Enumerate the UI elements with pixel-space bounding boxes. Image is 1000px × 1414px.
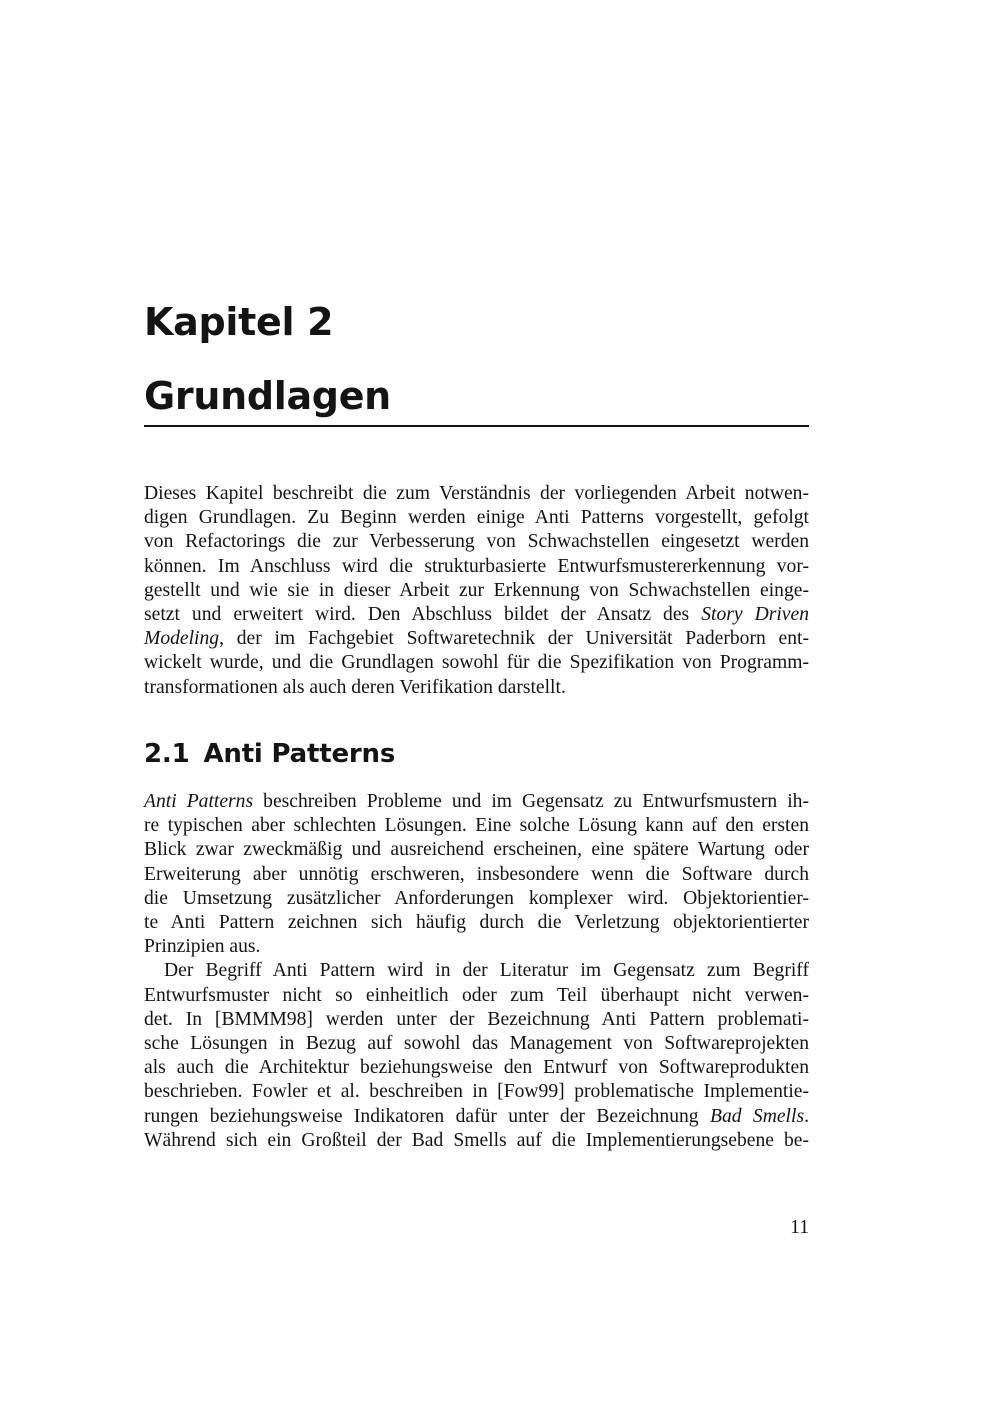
text-line: von Refactorings die zur Verbesserung von Schwachstellen eingesetzt werden xyxy=(144,531,809,553)
text-line: wickelt wurde, und die Grundlagen sowohl für die Spezifikation von Programm- xyxy=(144,652,809,674)
text-line: sche Lösungen in Bezug auf sowohl das Management von Softwareprojekten xyxy=(144,1033,809,1055)
text-line xyxy=(144,1105,809,1129)
text-line: beschrieben. Fowler et al. beschreiben in [Fow99] problematische Implementie- xyxy=(144,1081,809,1103)
text-line: det. In [BMMM98] werden unter der Bezeichnung Anti Pattern problemati- xyxy=(144,1008,809,1030)
chapter-rule xyxy=(144,425,809,427)
text-line: gestellt und wie sie in dieser Arbeit zur Erkennung von Schwachstellen einge- xyxy=(144,579,809,601)
section-number: 2.1 xyxy=(144,739,190,769)
section-title: Anti Patterns xyxy=(203,739,396,769)
text-line: Während sich ein Großteil der Bad Smells auf die Implementierungsebene be- xyxy=(144,1129,809,1151)
section-heading xyxy=(144,736,395,772)
text-line: transformationen als auch deren Verifikation darstellt. xyxy=(144,676,566,698)
intro-paragraph xyxy=(144,482,809,700)
page-number: 11 xyxy=(790,1217,809,1238)
emphasis-story-driven: Story Driven xyxy=(701,604,809,626)
text-line: Erweiterung aber unnötig erschweren, insbesondere wenn die Software durch xyxy=(144,863,809,885)
text-line: Blick zwar zweckmäßig und ausreichend erscheinen, eine spätere Wartung oder xyxy=(144,839,809,861)
text-line: te Anti Pattern zeichnen sich häufig durch die Verletzung objektorientierter xyxy=(144,912,809,934)
text-line: als auch die Architektur beziehungsweise den Entwurf von Softwareprodukten xyxy=(144,1057,809,1079)
text-line: Entwurfsmuster nicht so einheitlich oder zum Teil überhaupt nicht verwen- xyxy=(144,984,809,1006)
chapter-label: Kapitel 2 xyxy=(144,300,334,344)
text-run: beschreiben Probleme und im Gegensatz zu Entwurfsmustern ih- xyxy=(263,791,809,812)
text-line: Prinzipien aus. xyxy=(144,936,261,958)
text-line: re typischen aber schlechten Lösungen. Eine solche Lösung kann auf den ersten xyxy=(144,815,809,837)
text-line: Der Begriff Anti Pattern wird in der Literatur im Gegensatz zum Begriff xyxy=(164,960,809,982)
emphasis-anti-patterns: Anti Patterns xyxy=(144,791,254,812)
text-line xyxy=(144,627,809,651)
text-run: rungen beziehungsweise Indikatoren dafür unter der Bezeichnung xyxy=(144,1105,699,1127)
section-body xyxy=(144,790,809,1153)
paragraph xyxy=(144,959,809,1153)
text-line: die Umsetzung zusätzlicher Anforderungen komplexer wird. Objektorientier- xyxy=(144,887,809,909)
text-run: , der im Fachgebiet Softwaretechnik der Universität Paderborn ent- xyxy=(219,628,809,650)
text-run: . xyxy=(804,1105,809,1127)
text-line xyxy=(144,790,809,814)
text-line: können. Im Anschluss wird die strukturbasierte Entwurfsmustererkennung vor- xyxy=(144,555,809,577)
text-line: Dieses Kapitel beschreibt die zum Verständnis der vorliegenden Arbeit notwen- xyxy=(144,483,809,504)
text-line xyxy=(144,603,809,627)
chapter-title: Grundlagen xyxy=(144,374,391,418)
text-run: setzt und erweitert wird. Den Abschluss bildet der Ansatz des xyxy=(144,604,690,626)
emphasis-modeling: Modeling xyxy=(144,628,220,650)
emphasis-bad-smells: Bad Smells xyxy=(709,1105,805,1127)
paragraph xyxy=(144,790,809,959)
text-line: digen Grundlagen. Zu Beginn werden einige Anti Patterns vorgestellt, gefolgt xyxy=(144,507,809,529)
